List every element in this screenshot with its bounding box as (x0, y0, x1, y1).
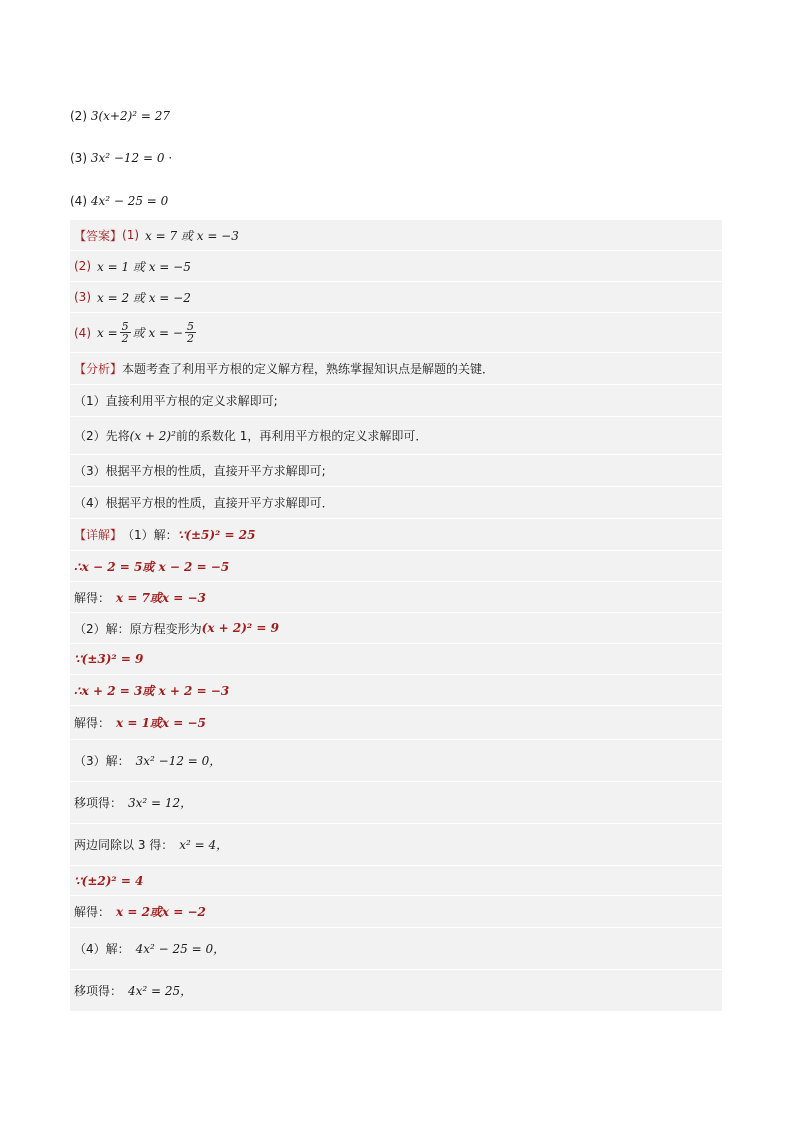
analysis-point-4 (70, 487, 722, 519)
answer-tag: 【答案】 (74, 228, 123, 243)
answer-row-4 (70, 313, 722, 353)
step-label: 移项得： (74, 796, 123, 810)
detail-step-1 (70, 519, 722, 551)
question-3 (70, 148, 172, 168)
detail-step-9 (70, 782, 722, 824)
step-expression: 3x² −12 = 0， (135, 754, 222, 768)
step-label: 解得： (74, 590, 111, 605)
step-expression: x = 7或x = −3 (116, 590, 206, 605)
answer-expression-middle: 或 x = − (132, 326, 183, 340)
question-number: (4) (70, 194, 87, 208)
answer-expression-start: x = (97, 325, 118, 340)
fraction (120, 321, 131, 344)
step-expression: ∴x − 2 = 5或 x − 2 = −5 (74, 559, 230, 574)
numerator: 5 (186, 320, 194, 333)
detail-step-5 (70, 644, 722, 675)
question-expression: 3(x+2)² = 27 (90, 109, 171, 123)
detail-step-4 (70, 613, 722, 644)
step-expression: 4x² = 25， (128, 984, 193, 998)
question-number: (2) (70, 109, 87, 123)
step-expression: x² = 4， (179, 838, 229, 852)
step-label: 两边同除以 3 得： (74, 838, 174, 852)
detail-step-13 (70, 928, 722, 970)
detail-step-14 (70, 970, 722, 1011)
step-label: 解得： (74, 716, 111, 730)
question-tail: · (168, 151, 173, 165)
analysis-point-text: （2）先将 (74, 429, 130, 443)
solution-panel (70, 220, 722, 1011)
answer-number: (1) (122, 228, 140, 242)
answer-number: (3) (74, 290, 91, 304)
step-expression: x = 1或x = −5 (116, 716, 206, 730)
denominator: 2 (121, 332, 129, 345)
detail-tag: 【详解】 (74, 528, 123, 542)
step-expression: 3x² = 12， (128, 796, 193, 810)
detail-step-7 (70, 706, 722, 740)
answer-number: (2) (74, 259, 91, 273)
answer-expression: x = 1 或 x = −5 (97, 259, 191, 274)
answer-number: (4) (74, 325, 91, 340)
step-expression: x = 2或x = −2 (116, 905, 206, 919)
question-expression: 4x² − 25 = 0 (90, 194, 169, 208)
answer-row-1 (70, 220, 722, 251)
step-expression: 4x² − 25 = 0， (135, 942, 226, 956)
step-expression: ∴x + 2 = 3或 x + 2 = −3 (74, 683, 230, 698)
analysis-expression: (x + 2)² (129, 428, 176, 443)
analysis-point-3 (70, 455, 722, 487)
detail-step-11 (70, 866, 722, 896)
step-expression: (x + 2)² = 9 (201, 621, 279, 635)
detail-step-2 (70, 551, 722, 582)
detail-step-12 (70, 896, 722, 928)
analysis-point-text: （1）直接利用平方根的定义求解即可; (74, 394, 278, 408)
answer-row-3 (70, 282, 722, 313)
step-label: 移项得： (74, 984, 123, 998)
step-expression: ∵(±5)² = 25 (177, 527, 256, 542)
analysis-point-2 (70, 417, 722, 455)
analysis-point-text: （3）根据平方根的性质，直接开平方求解即可; (74, 464, 326, 478)
answer-expression: x = 7 或 x = −3 (145, 228, 239, 243)
step-label: （4）解： (74, 942, 130, 956)
analysis-point-1 (70, 385, 722, 417)
fraction (185, 321, 196, 344)
step-label: （1）解： (122, 528, 178, 542)
question-2 (70, 106, 170, 126)
analysis-point-text: 前的系数化 1，再利用平方根的定义求解即可． (175, 429, 428, 443)
step-label: （2）解：原方程变形为 (74, 621, 202, 636)
analysis-point-text: （4）根据平方根的性质，直接开平方求解即可． (74, 496, 334, 510)
detail-step-10 (70, 824, 722, 866)
step-expression: ∵(±2)² = 4 (74, 873, 144, 888)
answer-expression: x = 2 或 x = −2 (97, 290, 191, 305)
denominator: 2 (186, 332, 194, 345)
numerator: 5 (121, 320, 129, 333)
question-4 (70, 191, 168, 211)
question-number: (3) (70, 151, 87, 165)
step-label: （3）解： (74, 754, 130, 768)
detail-step-3 (70, 582, 722, 613)
answer-row-2 (70, 251, 722, 282)
step-label: 解得： (74, 905, 111, 919)
detail-step-8 (70, 740, 722, 782)
analysis-text: 本题考查了利用平方根的定义解方程，熟练掌握知识点是解题的关键． (122, 362, 495, 376)
step-expression: ∵(±3)² = 9 (74, 652, 144, 666)
detail-step-6 (70, 675, 722, 706)
analysis-heading (70, 353, 722, 385)
analysis-tag: 【分析】 (74, 362, 123, 376)
question-expression: 3x² −12 = 0 (90, 151, 165, 165)
